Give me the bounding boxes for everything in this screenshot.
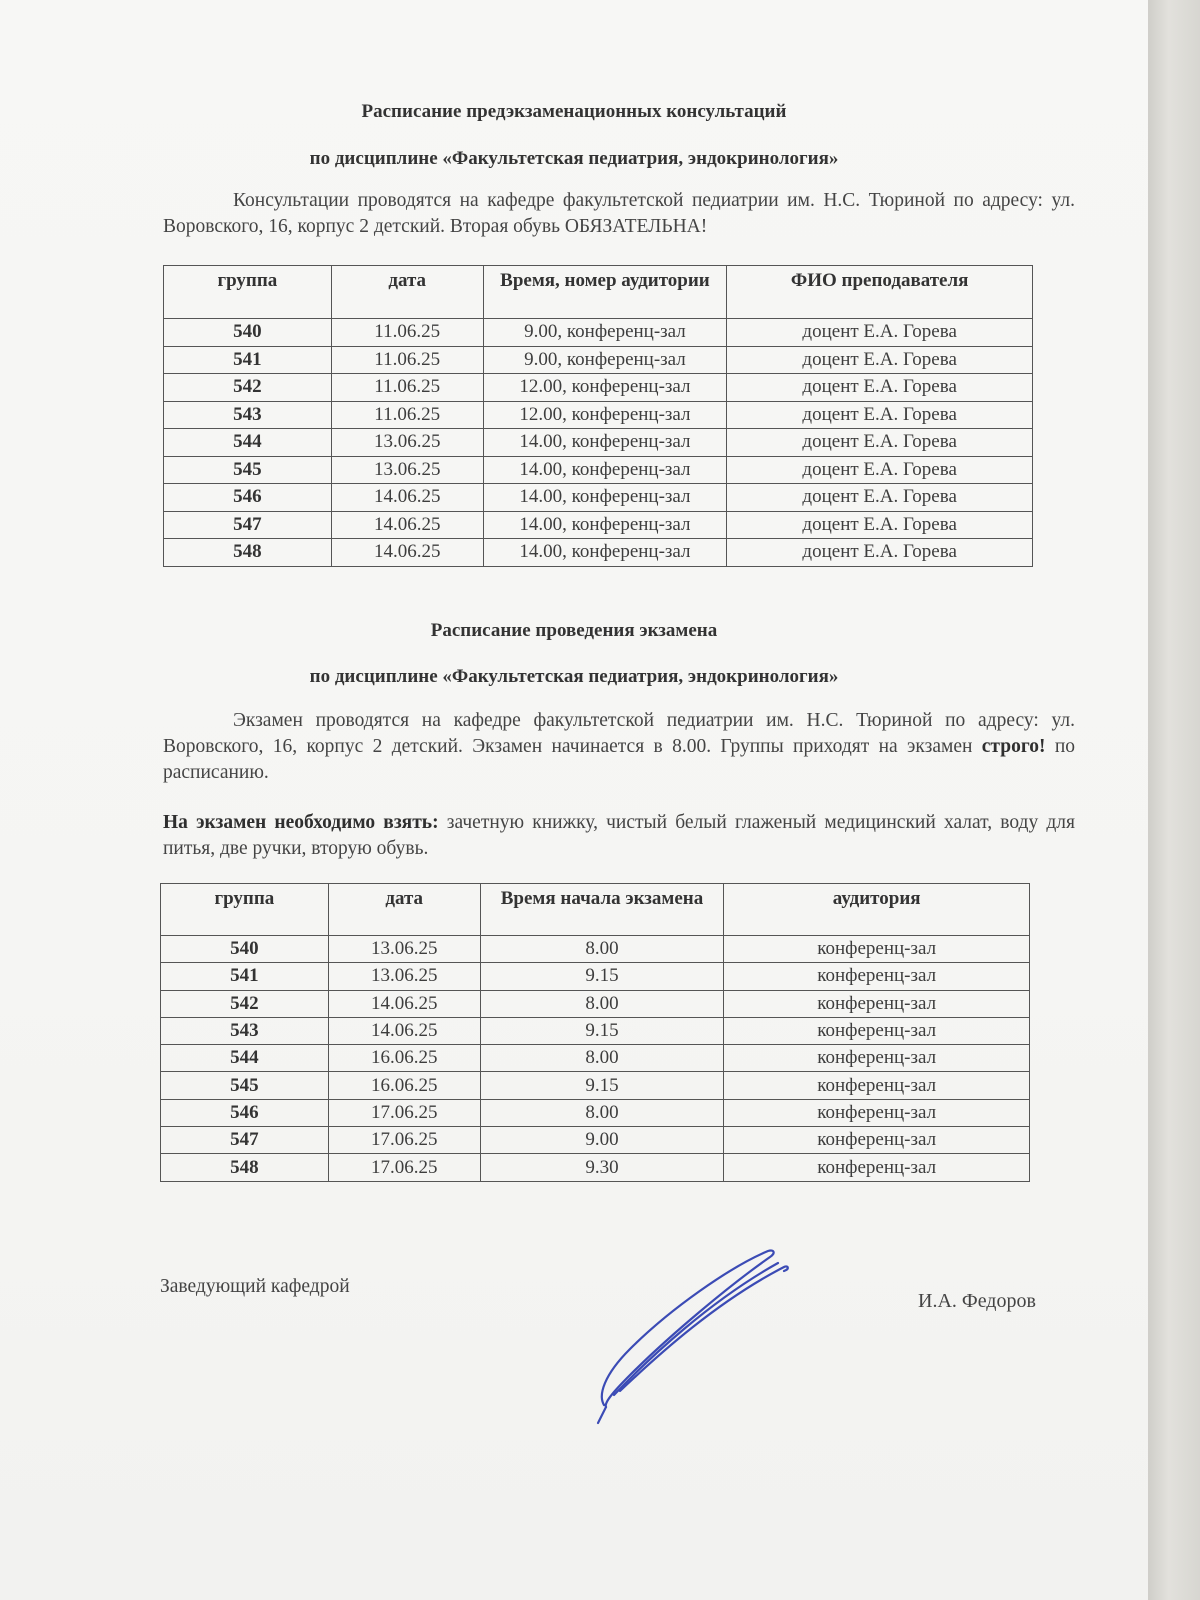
table-row bbox=[161, 963, 1030, 990]
group-cell: 546 bbox=[161, 1099, 329, 1126]
group-cell: 544 bbox=[164, 429, 332, 457]
table-row bbox=[161, 1127, 1030, 1154]
time-room-cell: 14.00, конференц-зал bbox=[483, 484, 727, 512]
exam-intro bbox=[163, 708, 1075, 786]
header-date: дата bbox=[328, 884, 480, 936]
teacher-cell: доцент Е.А. Горева bbox=[727, 484, 1033, 512]
group-cell: 543 bbox=[161, 1017, 329, 1044]
time-room-cell: 12.00, конференц-зал bbox=[483, 401, 727, 429]
head-of-department-name: И.А. Федоров bbox=[918, 1290, 1036, 1312]
group-cell: 541 bbox=[161, 963, 329, 990]
teacher-cell: доцент Е.А. Горева bbox=[727, 374, 1033, 402]
date-cell: 17.06.25 bbox=[328, 1154, 480, 1181]
room-cell: конференц-зал bbox=[724, 1099, 1030, 1126]
start-time-cell: 8.00 bbox=[480, 990, 724, 1017]
time-room-cell: 14.00, конференц-зал bbox=[483, 539, 727, 567]
time-room-cell: 14.00, конференц-зал bbox=[483, 456, 727, 484]
group-cell: 545 bbox=[164, 456, 332, 484]
group-cell: 547 bbox=[164, 511, 332, 539]
room-cell: конференц-зал bbox=[724, 1017, 1030, 1044]
header-date: дата bbox=[331, 266, 483, 319]
date-cell: 14.06.25 bbox=[328, 1017, 480, 1044]
header-teacher: ФИО преподавателя bbox=[727, 266, 1033, 319]
table-row bbox=[161, 1154, 1030, 1181]
table-row bbox=[164, 319, 1033, 347]
teacher-cell: доцент Е.А. Горева bbox=[727, 319, 1033, 347]
exam-title: Расписание проведения экзамена bbox=[430, 620, 718, 641]
date-cell: 14.06.25 bbox=[331, 484, 483, 512]
table-row bbox=[164, 401, 1033, 429]
room-cell: конференц-зал bbox=[724, 1127, 1030, 1154]
teacher-cell: доцент Е.А. Горева bbox=[727, 511, 1033, 539]
table-row bbox=[164, 374, 1033, 402]
start-time-cell: 9.00 bbox=[480, 1127, 724, 1154]
date-cell: 11.06.25 bbox=[331, 374, 483, 402]
time-room-cell: 14.00, конференц-зал bbox=[483, 511, 727, 539]
consult-intro bbox=[163, 188, 1075, 240]
header-room: аудитория bbox=[724, 884, 1030, 936]
teacher-cell: доцент Е.А. Горева bbox=[727, 429, 1033, 457]
start-time-cell: 8.00 bbox=[480, 1045, 724, 1072]
teacher-cell: доцент Е.А. Горева bbox=[727, 346, 1033, 374]
exam-subtitle: по дисциплине «Факультетская педиатрия, эндокринология» bbox=[309, 666, 839, 687]
background-surface bbox=[1148, 0, 1200, 1600]
table-row bbox=[161, 1072, 1030, 1099]
table-row bbox=[164, 456, 1033, 484]
date-cell: 11.06.25 bbox=[331, 319, 483, 347]
date-cell: 14.06.25 bbox=[328, 990, 480, 1017]
date-cell: 17.06.25 bbox=[328, 1099, 480, 1126]
group-cell: 547 bbox=[161, 1127, 329, 1154]
table-row bbox=[161, 1017, 1030, 1044]
group-cell: 542 bbox=[161, 990, 329, 1017]
date-cell: 16.06.25 bbox=[328, 1072, 480, 1099]
room-cell: конференц-зал bbox=[724, 1154, 1030, 1181]
date-cell: 14.06.25 bbox=[331, 539, 483, 567]
exam-intro-tail: по расписанию. bbox=[163, 736, 1076, 783]
date-cell: 17.06.25 bbox=[328, 1127, 480, 1154]
exam-requirements-label: На экзамен необходимо взять: bbox=[163, 812, 439, 833]
table-header-row bbox=[164, 266, 1033, 319]
teacher-cell: доцент Е.А. Горева bbox=[727, 401, 1033, 429]
group-cell: 542 bbox=[164, 374, 332, 402]
table-row bbox=[161, 990, 1030, 1017]
group-cell: 546 bbox=[164, 484, 332, 512]
start-time-cell: 9.15 bbox=[480, 1072, 724, 1099]
time-room-cell: 14.00, конференц-зал bbox=[483, 429, 727, 457]
exam-intro-strict: строго! bbox=[981, 736, 1046, 757]
date-cell: 13.06.25 bbox=[328, 963, 480, 990]
group-cell: 544 bbox=[161, 1045, 329, 1072]
header-group: группа bbox=[164, 266, 332, 319]
table-row bbox=[164, 484, 1033, 512]
room-cell: конференц-зал bbox=[724, 963, 1030, 990]
room-cell: конференц-зал bbox=[724, 936, 1030, 963]
table-header-row bbox=[161, 884, 1030, 936]
consult-subtitle: по дисциплине «Факультетская педиатрия, эндокринология» bbox=[309, 148, 839, 169]
handwritten-signature-icon bbox=[590, 1245, 810, 1425]
consult-title: Расписание предэкзаменационных консультаций bbox=[361, 101, 787, 122]
header-group: группа bbox=[161, 884, 329, 936]
group-cell: 541 bbox=[164, 346, 332, 374]
table-row bbox=[161, 936, 1030, 963]
time-room-cell: 9.00, конференц-зал bbox=[483, 319, 727, 347]
exam-schedule-table bbox=[160, 883, 1030, 1182]
group-cell: 540 bbox=[161, 936, 329, 963]
room-cell: конференц-зал bbox=[724, 990, 1030, 1017]
header-start-time: Время начала экзамена bbox=[480, 884, 724, 936]
table-row bbox=[164, 429, 1033, 457]
table-row bbox=[164, 539, 1033, 567]
table-row bbox=[161, 1099, 1030, 1126]
table-row bbox=[164, 511, 1033, 539]
group-cell: 548 bbox=[164, 539, 332, 567]
start-time-cell: 9.15 bbox=[480, 1017, 724, 1044]
teacher-cell: доцент Е.А. Горева bbox=[727, 539, 1033, 567]
time-room-cell: 9.00, конференц-зал bbox=[483, 346, 727, 374]
exam-requirements bbox=[163, 810, 1075, 862]
table-row bbox=[164, 346, 1033, 374]
consult-intro-text: Консультации проводятся на кафедре факультетской педиатрии им. Н.С. Тюриной по адресу: ул. Воровского, 16, корпус 2 детский. Вторая обувь ОБЯЗАТЕЛЬНА! bbox=[163, 190, 1075, 237]
date-cell: 11.06.25 bbox=[331, 346, 483, 374]
start-time-cell: 8.00 bbox=[480, 936, 724, 963]
start-time-cell: 9.30 bbox=[480, 1154, 724, 1181]
date-cell: 13.06.25 bbox=[331, 456, 483, 484]
head-of-department-label: Заведующий кафедрой bbox=[160, 1276, 350, 1297]
start-time-cell: 8.00 bbox=[480, 1099, 724, 1126]
exam-requirements-list: зачетную книжку, чистый белый глаженый медицинский халат, воду для питья, две ручки, вторую обувь. bbox=[163, 812, 1075, 859]
table-row bbox=[161, 1045, 1030, 1072]
exam-intro-text: Экзамен проводятся на кафедре факультетской педиатрии им. Н.С. Тюриной по адресу: ул. Воровского, 16, корпус 2 детский. Экзамен начинается в 8.00. Группы приходят на экзамен bbox=[163, 710, 1075, 757]
group-cell: 543 bbox=[164, 401, 332, 429]
group-cell: 545 bbox=[161, 1072, 329, 1099]
group-cell: 540 bbox=[164, 319, 332, 347]
date-cell: 13.06.25 bbox=[331, 429, 483, 457]
start-time-cell: 9.15 bbox=[480, 963, 724, 990]
date-cell: 14.06.25 bbox=[331, 511, 483, 539]
room-cell: конференц-зал bbox=[724, 1045, 1030, 1072]
consult-schedule-table bbox=[163, 265, 1033, 567]
room-cell: конференц-зал bbox=[724, 1072, 1030, 1099]
date-cell: 11.06.25 bbox=[331, 401, 483, 429]
header-time-room: Время, номер аудитории bbox=[483, 266, 727, 319]
date-cell: 16.06.25 bbox=[328, 1045, 480, 1072]
group-cell: 548 bbox=[161, 1154, 329, 1181]
teacher-cell: доцент Е.А. Горева bbox=[727, 456, 1033, 484]
time-room-cell: 12.00, конференц-зал bbox=[483, 374, 727, 402]
date-cell: 13.06.25 bbox=[328, 936, 480, 963]
